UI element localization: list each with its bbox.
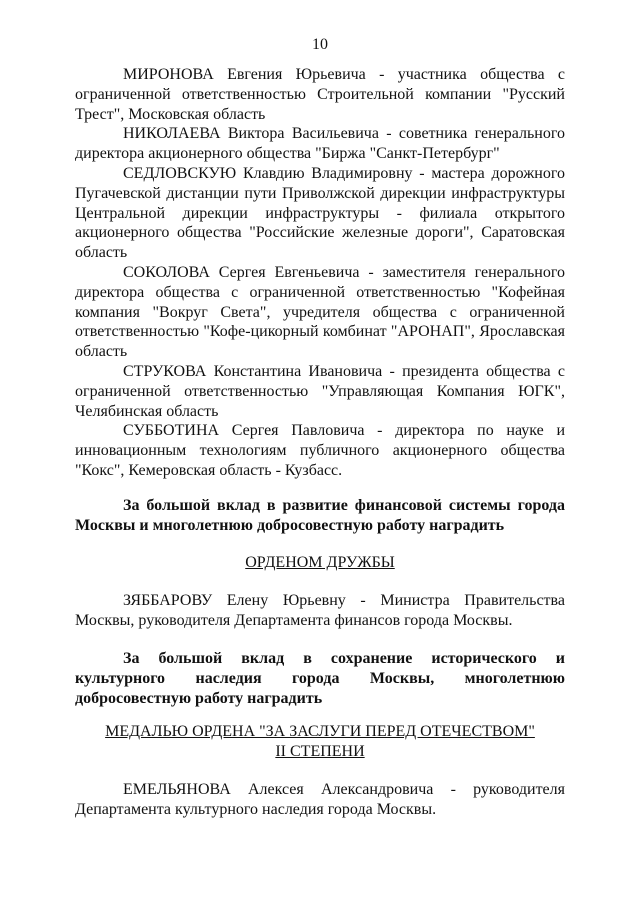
award-title-line1: МЕДАЛЬЮ ОРДЕНА "ЗА ЗАСЛУГИ ПЕРЕД ОТЕЧЕСТВОМ": [105, 723, 535, 740]
awardee-entry: СТРУКОВА Константина Ивановича - президента общества с ограниченной ответственностью "Управляющая Компания ЮГК", Челябинская область: [75, 362, 565, 420]
resolution-text: За большой вклад в развитие финансовой системы города Москвы и многолетнюю добросовестную работу наградить: [75, 497, 565, 534]
awardee-entry: НИКОЛАЕВА Виктора Васильевича - советника генерального директора акционерного общества "Биржа "Санкт-Петербург": [75, 125, 565, 163]
resolution-finance: [75, 496, 565, 536]
award-title-line2: II СТЕПЕНИ: [275, 742, 365, 760]
awardee-heritage: [75, 780, 565, 820]
awardee-entry: СОКОЛОВА Сергея Евгеньевича - заместителя генерального директора общества с ограниченной ответственностью "Кофейная компания "Вокруг Света", учредителя общества с ограниченной ответственностью "Кофе-цикорный комбинат "АРОНАП", Ярославская область: [75, 263, 565, 361]
resolution-heritage: [75, 649, 565, 708]
awardee-finance: [75, 591, 565, 631]
awardee-entry: ЗЯББАРОВУ Елену Юрьевну - Министра Правительства Москвы, руководителя Департамента финансов города Москвы.: [75, 592, 565, 629]
awardee-list-group1: [75, 65, 565, 481]
award-heading-friendship: [75, 553, 565, 573]
award-heading-medal: [75, 722, 565, 762]
awardee-entry: ЕМЕЛЬЯНОВА Алексея Александровича - руководителя Департамента культурного наследия города Москвы.: [75, 781, 565, 818]
award-title: ОРДЕНОМ ДРУЖБЫ: [245, 554, 395, 571]
awardee-entry: МИРОНОВА Евгения Юрьевича - участника общества с ограниченной ответственностью Строительной компании "Русский Трест", Московская область: [75, 66, 565, 123]
resolution-text: За большой вклад в сохранение исторического и культурного наследия города Москвы, многолетнюю добросовестную работу наградить: [75, 650, 565, 707]
page-number: 10: [312, 36, 328, 53]
awardee-entry: СУББОТИНА Сергея Павловича - директора по науке и инновационным технологиям публичного акционерного общества "Кокс", Кемеровская область - Кузбасс.: [75, 422, 565, 479]
awardee-entry: СЕДЛОВСКУЮ Клавдию Владимировну - мастера дорожного Пугачевской дистанции пути Приволжской дирекции инфраструктуры Центральной дирекции инфраструктуры - филиала открытого акционерного общества "Российские железные дороги", Саратовская область: [75, 164, 565, 262]
